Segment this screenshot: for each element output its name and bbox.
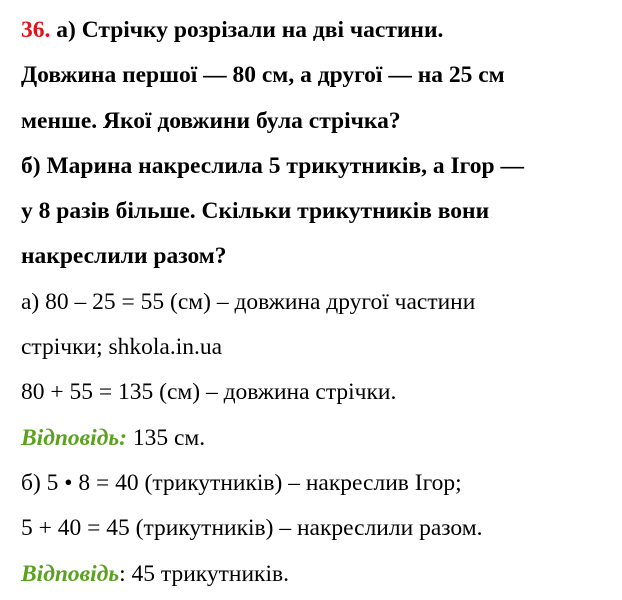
answer-label: Відповідь: xyxy=(21,424,127,451)
problem-line-2: Довжина першої — 80 см, а другої — на 25 см xyxy=(21,62,505,89)
solution-a-line-1: а) 80 – 25 = 55 (см) – довжина другої частини xyxy=(21,288,476,315)
solution-b-line-1: б) 5 • 8 = 40 (трикутників) – накреслив Ігор; xyxy=(21,469,462,496)
answer-label: Відповідь xyxy=(21,560,120,587)
answer-a xyxy=(21,416,621,461)
answer-b xyxy=(21,552,621,597)
answer-value: 135 см. xyxy=(126,424,206,451)
solution-b-line-2: 5 + 40 = 45 (трикутників) – накреслили разом. xyxy=(21,515,483,542)
solution-a-line-3: 80 + 55 = 135 (см) – довжина стрічки. xyxy=(21,379,397,406)
problem-text: а) Стрічку розрізали на дві частини. xyxy=(50,17,444,43)
answer-value: 45 трикутників. xyxy=(125,560,289,587)
problem-line-6: накреслили разом? xyxy=(21,243,227,270)
problem-line-3: менше. Якої довжини була стрічка? xyxy=(21,107,401,134)
problem-line-5: у 8 разів більше. Скільки трикутників вони xyxy=(21,198,490,225)
problem-line-1 xyxy=(21,8,621,53)
task-number: 36. xyxy=(21,17,51,43)
textbook-page xyxy=(21,8,621,597)
answer-separator: : xyxy=(119,560,126,587)
problem-line-4: б) Марина накреслила 5 трикутників, а Ігор — xyxy=(21,152,524,179)
solution-a-line-2: стрічки; shkola.in.ua xyxy=(21,334,223,361)
